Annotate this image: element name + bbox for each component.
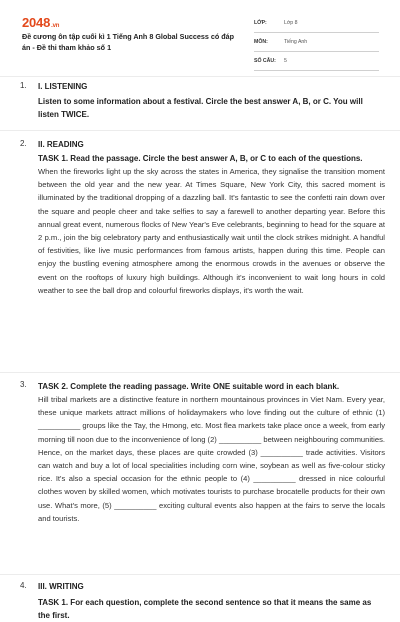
section-divider: [0, 372, 400, 373]
section-divider: [0, 574, 400, 575]
section-number: 3.: [20, 380, 27, 389]
gap-fill-passage: Hill tribal markets are a distinctive feature in northern mountainous provinces in Viet Nam. Every year, these unique markets attract millions of holidaymakers who love finding out the culture of ethnic (1) __________ groups like the Tay, the Hmong, etc. Most flea markets take place once a week, from early morning till noon due to the inconvenience of long (2) __________ between neighbouring communities. Hence, on the market days, these places are quite crowded (3) __________ trade activities. Visitors can watch and buy a lot of local specialities including corn wine, soybean as well as five-colour sticky rice. It's also a special occasion for the ethnic people to (4) __________ dressed in nice colourful clothes woven by skilled women, which motivates tourists to purchase brocatelle products for their own use. What's more, (5) __________ exciting cultural events also happen at the fairs to serve the locals and tourists.: [38, 395, 385, 523]
section-instruction: Listen to some information about a festival. Circle the best answer A, B, or C. You will listen TWICE.: [38, 97, 363, 119]
meta-value: 5: [284, 58, 287, 64]
reading-passage: When the fireworks light up the sky across the states in America, they signalise the transition moment between the old year and the new year. At Times Square, New York City, this sacred moment is illuminated by the traditional dropping of a dazzling ball. It's fantastic to see the confetti rain down over the square and people cheer and take selfies to say a farewell to another departing year. Before this annual great event, numerous flocks of New Year's Eve celebrants, beginning to head for the square at 2 p.m., join the big celebratory party and enthusiastically wait until the clock strikes midnight. A handful of festivities, like live music performances from famous artists, happen during this time. People can enjoy the bustling evening atmosphere among the enormous crowds in the avenues or observe the event on the rooftops of luxury high buildings. Although it's inconvenient to wait long hours in cold weather to see the ball drop and colourful fireworks displays, it's worth the wait.: [38, 167, 385, 295]
meta-label: MÔN:: [254, 39, 268, 45]
meta-label: SỐ CÂU:: [254, 58, 276, 64]
section-title: I. LISTENING: [38, 82, 88, 91]
task-instruction: TASK 2. Complete the reading passage. Write ONE suitable word in each blank.: [38, 382, 340, 391]
meta-label: LỚP:: [254, 20, 267, 26]
section-divider: [0, 130, 400, 131]
section-number: 1.: [20, 81, 27, 90]
section-number: 4.: [20, 581, 27, 590]
section-title: II. READING: [38, 140, 84, 149]
meta-value: Tiếng Anh: [284, 39, 308, 45]
section-number: 2.: [20, 139, 27, 148]
section-title: III. WRITING: [38, 582, 84, 591]
meta-row-class: [254, 14, 379, 33]
meta-row-question-count: [254, 52, 379, 71]
meta-value: Lớp 8: [284, 20, 298, 26]
site-logo[interactable]: 2048.vn: [22, 15, 60, 30]
meta-row-subject: [254, 33, 379, 52]
header-divider: [0, 76, 400, 77]
task-instruction: TASK 1. Read the passage. Circle the best answer A, B, or C to each of the questions.: [38, 154, 363, 163]
document-header: [0, 0, 400, 72]
meta-info-table: [254, 14, 379, 71]
document-title: Đề cương ôn tập cuối kì 1 Tiếng Anh 8 Global Success có đáp án - Đề thi tham khảo số 1: [22, 32, 235, 52]
task-instruction: TASK 1. For each question, complete the second sentence so that it means the same as the first.: [38, 598, 372, 620]
